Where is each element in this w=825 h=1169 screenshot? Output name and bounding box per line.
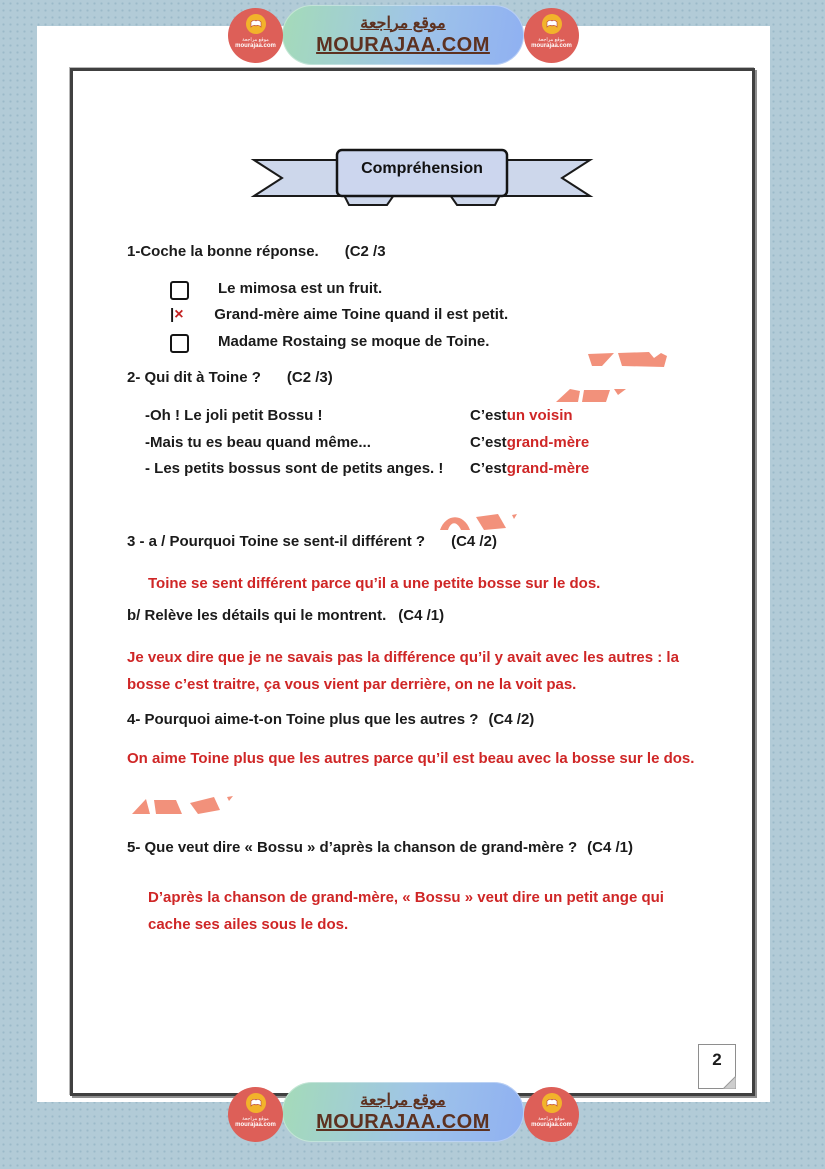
book-icon <box>542 1093 562 1113</box>
ribbon-banner <box>248 147 596 216</box>
book-icon <box>246 1093 266 1113</box>
quote-text: -Oh ! Le joli petit Bossu ! <box>145 407 323 424</box>
answer-prefix: C’est <box>470 460 507 477</box>
option-label: Grand-mère aime Toine quand il est petit. <box>214 306 509 323</box>
site-domain-link: MOURAJAA.COM <box>316 1110 490 1133</box>
checkbox-unchecked <box>170 281 189 300</box>
badge-arabic-text: موقع مراجعة <box>242 37 269 43</box>
q3a-prompt: 3 - a / Pourquoi Toine se sent-il différent ? <box>127 533 426 550</box>
badge-arabic-text: موقع مراجعة <box>242 1116 269 1122</box>
answer-prefix: C’est <box>470 434 507 451</box>
q3a-answer: Toine se sent différent parce qu’il a une petite bosse sur le dos. <box>148 575 601 592</box>
answer-text: un voisin <box>506 407 573 424</box>
answer-prefix: C’est <box>470 407 507 424</box>
checkbox-crossed: |× <box>170 306 184 323</box>
badge-arabic-text: موقع مراجعة <box>538 1116 565 1122</box>
badge-domain-text: mourajaa.com <box>235 43 276 49</box>
ribbon-shape-icon <box>248 147 596 211</box>
q2-header <box>127 369 333 386</box>
option-label: Madame Rostaing se moque de Toine. <box>218 333 490 350</box>
decor-scribble-icon <box>124 791 242 821</box>
page-curl-icon <box>723 1076 736 1089</box>
badge-domain-text: mourajaa.com <box>235 1122 276 1128</box>
q1-code: (C2 /3 <box>344 243 386 260</box>
q2-row <box>145 434 589 451</box>
footer-logo-badge-left <box>228 1087 283 1142</box>
q5-header <box>127 839 633 856</box>
badge-domain-text: mourajaa.com <box>531 1122 572 1128</box>
q4-prompt: 4- Pourquoi aime-t-on Toine plus que les autres ? <box>127 711 479 728</box>
q2-prompt: 2- Qui dit à Toine ? <box>127 369 261 386</box>
quote-text: -Mais tu es beau quand même... <box>145 434 371 451</box>
q4-answer: On aime Toine plus que les autres parce qu’il est beau avec la bosse sur le dos. <box>127 750 695 767</box>
q1-option-row <box>170 280 382 300</box>
q5-answer: D’après la chanson de grand-mère, « Bossu » veut dire un petit ange qui cache ses ailes sous le dos. <box>148 889 664 933</box>
q3b-prompt: b/ Relève les détails qui le montrent. <box>127 607 387 624</box>
header-site-banner[interactable] <box>282 5 524 65</box>
page-number: 2 <box>712 1050 722 1069</box>
q5-prompt: 5- Que veut dire « Bossu » d’après la chanson de grand-mère ? <box>127 839 578 856</box>
decor-scribble-icon <box>434 507 522 535</box>
q3a-header <box>127 533 497 550</box>
checkbox-unchecked <box>170 334 189 353</box>
answer-text: grand-mère <box>506 460 590 477</box>
q3a-code: (C4 /2) <box>451 533 497 550</box>
q3b-code: (C4 /1) <box>398 607 445 624</box>
badge-arabic-text: موقع مراجعة <box>538 37 565 43</box>
badge-domain-text: mourajaa.com <box>531 43 572 49</box>
q1-prompt: 1-Coche la bonne réponse. <box>127 243 319 260</box>
q4-code: (C4 /2) <box>488 711 535 728</box>
answer-text: grand-mère <box>506 434 590 451</box>
decor-scribble-icon <box>552 344 670 406</box>
site-domain-link: MOURAJAA.COM <box>316 33 490 56</box>
q1-header <box>127 243 386 260</box>
book-icon <box>542 14 562 34</box>
header-logo-badge-left <box>228 8 283 63</box>
q4-header <box>127 711 534 728</box>
site-title-arabic: موقع مراجعة <box>360 14 446 32</box>
q1-option-row <box>170 333 489 353</box>
quote-text: - Les petits bossus sont de petits anges. ! <box>145 460 444 477</box>
q2-code: (C2 /3) <box>286 369 333 386</box>
q3b-header <box>127 607 444 624</box>
q1-option-row <box>170 306 508 324</box>
q3b-answer: Je veux dire que je ne savais pas la différence qu’il y avait avec les autres : la bosse c’est traitre, ça vous vient par derrière, on ne la voit pas. <box>127 649 679 693</box>
option-label: Le mimosa est un fruit. <box>218 280 383 297</box>
section-title: Compréhension <box>361 160 483 177</box>
site-title-arabic: موقع مراجعة <box>360 1091 446 1109</box>
footer-logo-badge-right <box>524 1087 579 1142</box>
header-logo-badge-right <box>524 8 579 63</box>
page-number-icon <box>698 1044 736 1089</box>
q5-code: (C4 /1) <box>587 839 633 856</box>
q2-row <box>145 460 589 477</box>
book-icon <box>246 14 266 34</box>
footer-site-banner[interactable] <box>282 1082 524 1142</box>
q2-row <box>145 407 573 424</box>
